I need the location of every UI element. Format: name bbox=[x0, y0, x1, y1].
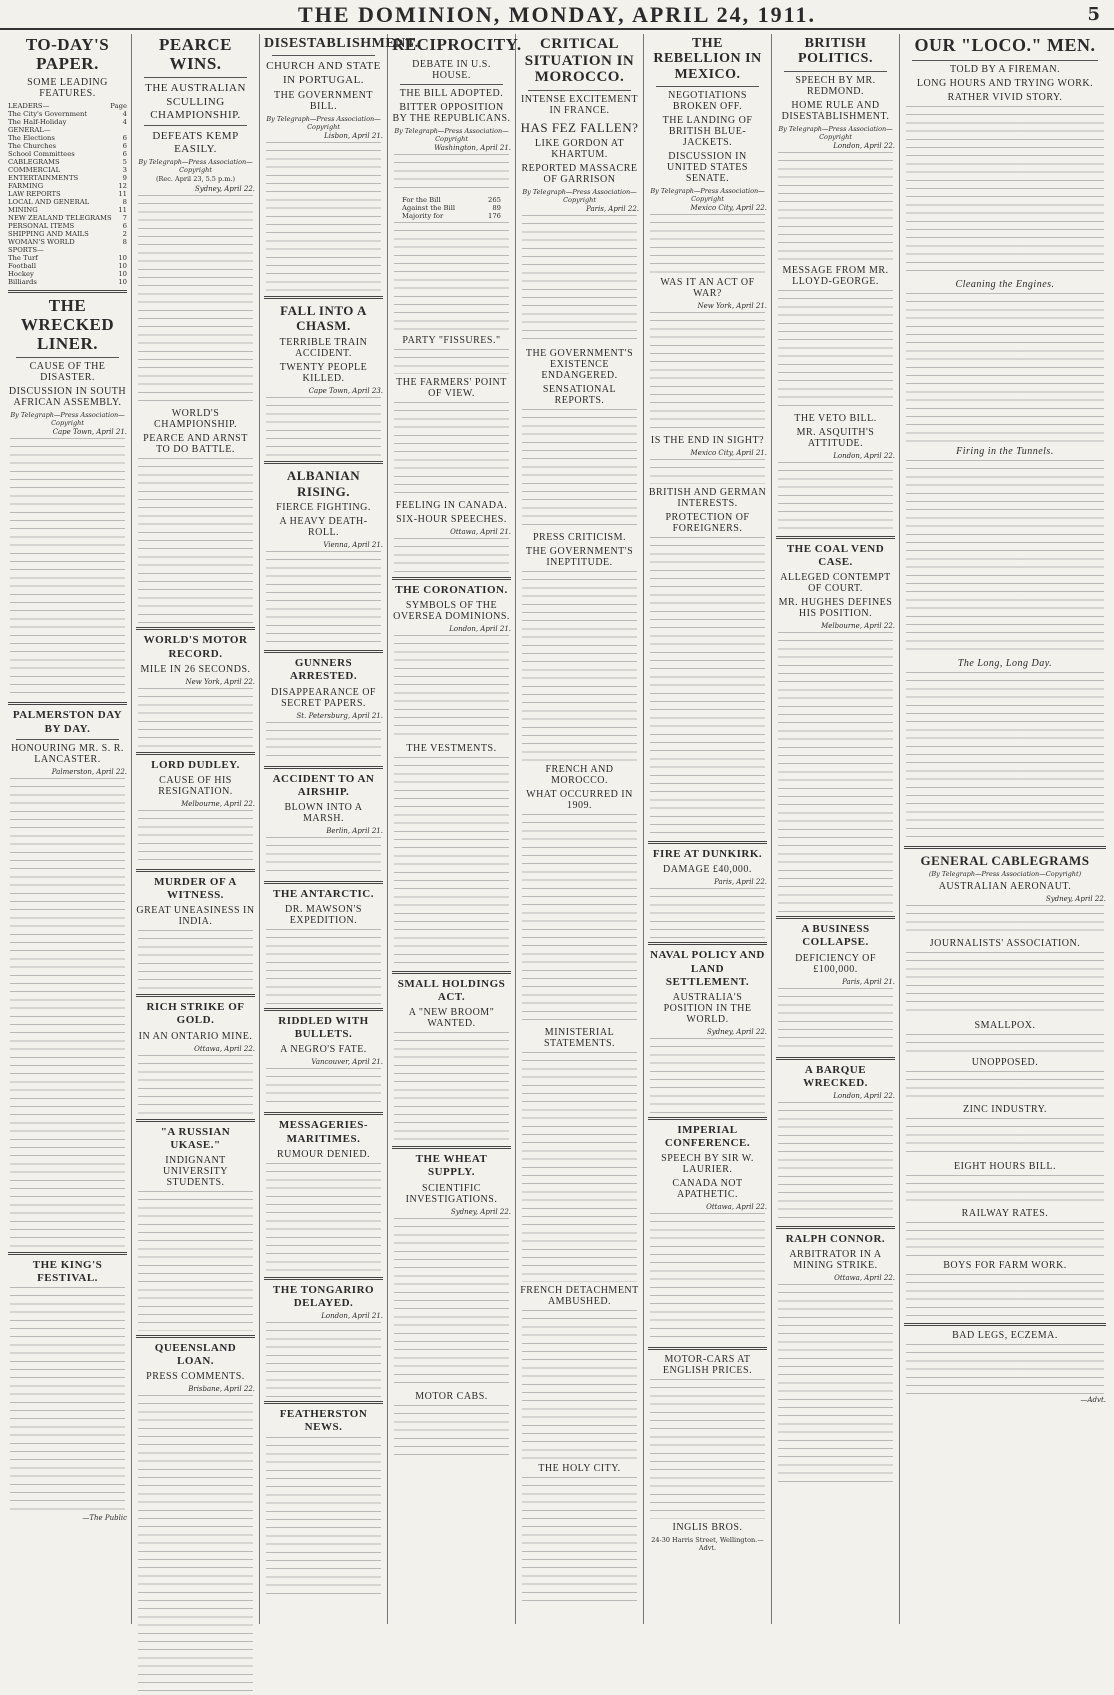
article-body bbox=[906, 106, 1104, 276]
subheading: REPORTED MASSACRE OF GARRISON bbox=[521, 163, 638, 186]
index-item: The Elections 6 bbox=[8, 134, 127, 143]
airship-heading: ACCIDENT TO AN AIRSHIP. bbox=[272, 772, 375, 798]
byline: By Telegraph—Press Association—Copyright bbox=[10, 411, 125, 428]
index-item: SPORTS— bbox=[8, 246, 44, 255]
morocco-heading: CRITICAL SITUATION IN MOROCCO. bbox=[524, 36, 635, 85]
article-body bbox=[394, 538, 509, 573]
dateline: Paris, April 22. bbox=[714, 878, 767, 887]
imperial-conference-heading: IMPERIAL CONFERENCE. bbox=[664, 1123, 751, 1150]
subheading: Cleaning the Engines. bbox=[955, 278, 1055, 290]
subheading: WAS IT AN ACT OF WAR? bbox=[660, 277, 755, 300]
murder-heading: MURDER OF A WITNESS. bbox=[154, 875, 237, 902]
subheading: HOME RULE AND DISESTABLISHMENT. bbox=[781, 99, 890, 122]
column-2 bbox=[132, 34, 260, 1624]
byline: By Telegraph—Press Association—Copyright bbox=[778, 124, 893, 141]
naval-policy-heading: NAVAL POLICY AND LAND SETTLEMENT. bbox=[650, 949, 765, 988]
dateline: St. Petersburg, April 21. bbox=[296, 711, 383, 720]
article-body bbox=[266, 142, 381, 292]
bullets-heading: RIDDLED WITH BULLETS. bbox=[278, 1015, 369, 1041]
article-body bbox=[906, 1175, 1104, 1205]
coronation-heading: THE CORONATION. bbox=[395, 583, 508, 596]
subheading: MESSAGE FROM MR. LLOYD-GEORGE. bbox=[782, 264, 889, 287]
subheading: NEGOTIATIONS BROKEN OFF. bbox=[668, 90, 747, 113]
subheading: PRESS CRITICISM. bbox=[532, 532, 627, 544]
article-body bbox=[138, 1055, 253, 1115]
index-item: NEW ZEALAND TELEGRAMS 7 bbox=[8, 214, 127, 223]
subheading: HAS FEZ FALLEN? bbox=[520, 119, 639, 135]
advert-body bbox=[650, 1379, 765, 1519]
advert-heading: BAD LEGS, ECZEMA. bbox=[952, 1330, 1058, 1342]
article-body bbox=[522, 571, 637, 761]
dateline: Mexico City, April 21. bbox=[690, 449, 767, 458]
article-body bbox=[266, 1163, 381, 1273]
subheading: DEFICIENCY OF £100,000. bbox=[795, 952, 876, 975]
subheading: SCIENTIFIC INVESTIGATIONS. bbox=[405, 1182, 498, 1205]
subheading: THE LANDING OF BRITISH BLUE-JACKETS. bbox=[662, 115, 753, 149]
subheading: TOLD BY A FIREMAN. bbox=[949, 63, 1061, 75]
index-item: LAW REPORTS 11 bbox=[8, 190, 127, 199]
business-collapse-heading: A BUSINESS COLLAPSE. bbox=[801, 923, 870, 949]
wrecked-liner-heading: THE WRECKED LINER. bbox=[20, 296, 115, 353]
article-body bbox=[394, 154, 509, 194]
index-item: Billiards 10 bbox=[8, 278, 127, 287]
column-6 bbox=[644, 34, 772, 1624]
dateline: Washington, April 21. bbox=[434, 143, 511, 152]
article-body bbox=[394, 1405, 509, 1455]
pearce-wins-heading: PEARCE WINS. bbox=[159, 35, 232, 73]
dateline: Cape Town, April 23. bbox=[308, 386, 383, 395]
article-body bbox=[906, 1222, 1104, 1257]
article-body bbox=[522, 215, 637, 345]
dateline: New York, April 21. bbox=[697, 302, 767, 311]
index-item: LEADERS— Page bbox=[8, 102, 127, 111]
subheading: ALLEGED CONTEMPT OF COURT. bbox=[780, 572, 891, 595]
dateline: Ottawa, April 22. bbox=[834, 1274, 895, 1283]
article-body bbox=[906, 293, 1104, 443]
column-5 bbox=[516, 34, 644, 1624]
index-item: Football 10 bbox=[8, 262, 127, 271]
subheading: THE AUSTRALIAN SCULLING CHAMPIONSHIP. bbox=[145, 82, 246, 121]
article-body bbox=[394, 349, 509, 374]
article-body bbox=[522, 1310, 637, 1460]
subheading: THE BILL ADOPTED. bbox=[399, 87, 504, 99]
dateline: London, April 21. bbox=[449, 624, 511, 633]
gunners-heading: GUNNERS ARRESTED. bbox=[289, 657, 358, 683]
wreck-sub2: DISCUSSION IN SOUTH AFRICAN ASSEMBLY. bbox=[8, 386, 127, 409]
article-body bbox=[522, 1052, 637, 1282]
index-item: CABLEGRAMS 5 bbox=[8, 158, 127, 167]
vote-table: For the Bill 265 Against the Bill 89 Majority for 176 bbox=[402, 195, 501, 220]
article-body bbox=[650, 312, 765, 432]
ralph-connor-heading: RALPH CONNOR. bbox=[785, 1232, 886, 1245]
index-item: ENTERTAINMENTS 9 bbox=[8, 174, 127, 183]
article-body bbox=[650, 888, 765, 938]
index-list bbox=[8, 102, 127, 286]
palmerston-sub: HONOURING MR. S. R. LANCASTER. bbox=[11, 742, 124, 765]
article-body bbox=[778, 1102, 893, 1222]
coal-vend-heading: THE COAL VEND CASE. bbox=[786, 542, 885, 568]
article-body bbox=[266, 722, 381, 762]
subheading: RAILWAY RATES. bbox=[961, 1208, 1049, 1220]
subheading: PARTY "FISSURES." bbox=[402, 334, 501, 346]
page-number: 5 bbox=[1087, 4, 1100, 25]
article-body bbox=[778, 1284, 893, 1484]
article-body bbox=[266, 1437, 381, 1597]
article-body bbox=[394, 757, 509, 967]
article-body bbox=[778, 632, 893, 912]
subheading: INTENSE EXCITEMENT IN FRANCE. bbox=[520, 93, 639, 116]
subheading: FIERCE FIGHTING. bbox=[276, 502, 371, 514]
column-8 bbox=[900, 34, 1110, 1624]
subheading: FRENCH AND MOROCCO. bbox=[545, 764, 614, 787]
article-body bbox=[650, 459, 765, 484]
article-body bbox=[906, 1034, 1104, 1054]
article-body bbox=[778, 152, 893, 262]
kings-festival-heading: THE KING'S FESTIVAL. bbox=[32, 1258, 103, 1284]
signature: —The Public bbox=[82, 1514, 127, 1523]
subheading: MR. ASQUITH'S ATTITUDE. bbox=[796, 426, 875, 449]
gold-strike-heading: RICH STRIKE OF GOLD. bbox=[146, 1001, 245, 1027]
article-body bbox=[778, 290, 893, 410]
article-body bbox=[266, 929, 381, 1004]
article-body bbox=[906, 905, 1104, 935]
russian-ukase-heading: "A RUSSIAN UKASE." bbox=[160, 1125, 231, 1151]
subheading: A NEGRO'S FATE. bbox=[280, 1044, 367, 1056]
article-body bbox=[266, 1068, 381, 1108]
index-item: The Churches 6 bbox=[8, 142, 127, 151]
dateline: London, April 21. bbox=[321, 1312, 383, 1321]
subheading: A "NEW BROOM" WANTED. bbox=[408, 1007, 495, 1030]
subheading: GREAT UNEASINESS IN INDIA. bbox=[136, 905, 255, 928]
subheading: THE FARMERS' POINT OF VIEW. bbox=[396, 376, 507, 399]
subheading: THE VETO BILL. bbox=[794, 412, 877, 424]
subheading: THE VESTMENTS. bbox=[406, 742, 497, 754]
subheading: A HEAVY DEATH-ROLL. bbox=[279, 516, 368, 539]
subheading: FEELING IN CANADA. bbox=[395, 499, 508, 511]
byline: (By Telegraph—Press Association—Copyright) bbox=[928, 870, 1082, 879]
subheading: RATHER VIVID STORY. bbox=[947, 91, 1063, 103]
featherston-heading: FEATHERSTON NEWS. bbox=[279, 1408, 368, 1434]
index-item: PERSONAL ITEMS 6 bbox=[8, 222, 127, 231]
dateline: London, April 22. bbox=[833, 451, 895, 460]
subheading: DAMAGE £40,000. bbox=[663, 864, 752, 876]
subheading: THE GOVERNMENT'S EXISTENCE ENDANGERED. bbox=[525, 348, 634, 382]
dateline: Ottawa, April 21. bbox=[450, 527, 511, 536]
article-body bbox=[266, 397, 381, 457]
article-body bbox=[522, 1477, 637, 1607]
article-body bbox=[10, 438, 125, 698]
dunkirk-fire-heading: FIRE AT DUNKIRK. bbox=[652, 848, 763, 861]
article-body bbox=[394, 635, 509, 740]
article-body bbox=[650, 537, 765, 837]
index-item: LOCAL AND GENERAL 8 bbox=[8, 198, 127, 207]
subheading: THE HOLY CITY. bbox=[538, 1463, 621, 1475]
subheading: JOURNALISTS' ASSOCIATION. bbox=[929, 938, 1081, 950]
dateline: Sydney, April 22. bbox=[1045, 895, 1106, 904]
subheading: SPEECH BY MR. REDMOND. bbox=[795, 74, 876, 97]
dateline: Sydney, April 22. bbox=[706, 1027, 767, 1036]
dateline: Brisbane, April 22. bbox=[188, 1385, 255, 1394]
wheat-supply-heading: THE WHEAT SUPPLY. bbox=[415, 1153, 488, 1179]
columns bbox=[4, 34, 1110, 1624]
index-item: WOMAN'S WORLD 8 bbox=[8, 238, 127, 247]
tongariro-heading: THE TONGARIRO DELAYED. bbox=[272, 1283, 375, 1310]
article-body bbox=[906, 1071, 1104, 1101]
subheading: SPEECH BY SIR W. LAURIER. bbox=[661, 1153, 754, 1176]
subheading: EIGHT HOURS BILL. bbox=[954, 1161, 1056, 1173]
british-politics-heading: BRITISH POLITICS. bbox=[798, 36, 873, 67]
subheading: IS THE END IN SIGHT? bbox=[650, 435, 765, 447]
article-body bbox=[138, 688, 253, 748]
todays-paper-heading: TO-DAY'S PAPER. bbox=[25, 35, 110, 73]
barque-wrecked-heading: A BARQUE WRECKED. bbox=[803, 1063, 868, 1089]
subheading: ZINC INDUSTRY. bbox=[962, 1104, 1048, 1116]
byline: By Telegraph—Press Association—Copyright bbox=[138, 158, 253, 175]
received: (Rec. April 23, 5.5 p.m.) bbox=[155, 175, 236, 184]
dateline: Vienna, April 21. bbox=[323, 541, 383, 550]
small-holdings-heading: SMALL HOLDINGS ACT. bbox=[397, 977, 506, 1004]
masthead bbox=[0, 0, 1114, 30]
subheading: UNOPPOSED. bbox=[971, 1057, 1039, 1069]
article-body bbox=[650, 1213, 765, 1343]
subheading: FRENCH DETACHMENT AMBUSHED. bbox=[520, 1285, 639, 1308]
article-body bbox=[10, 778, 125, 1248]
subheading: Firing in the Tunnels. bbox=[956, 445, 1054, 457]
dateline: Sydney, April 22. bbox=[450, 1207, 511, 1216]
dateline: Berlin, April 21. bbox=[326, 826, 383, 835]
dateline: Mexico City, April 22. bbox=[690, 204, 767, 213]
index-item: Hockey 10 bbox=[8, 270, 127, 279]
subheading: RUMOUR DENIED. bbox=[276, 1148, 371, 1160]
article-body bbox=[138, 1191, 253, 1331]
wreck-sub: CAUSE OF THE DISASTER. bbox=[29, 361, 106, 384]
byline: By Telegraph—Press Association—Copyright bbox=[522, 188, 637, 205]
article-body bbox=[138, 195, 253, 405]
advert-address: 24-30 Harris Street, Wellington.—Advt. bbox=[651, 1536, 764, 1553]
disestablishment-heading: DISESTABLISHMENT. bbox=[264, 36, 419, 51]
subheading: TWENTY PEOPLE KILLED. bbox=[279, 361, 368, 384]
subheading: AUSTRALIAN AERONAUT. bbox=[938, 881, 1072, 893]
dateline: Palmerston, April 22. bbox=[51, 767, 127, 776]
dateline: Cape Town, April 21. bbox=[52, 428, 127, 437]
queensland-loan-heading: QUEENSLAND LOAN. bbox=[154, 1342, 237, 1368]
subheading: WHAT OCCURRED IN 1909. bbox=[526, 789, 633, 812]
article-body bbox=[650, 214, 765, 274]
subheading: DISAPPEARANCE OF SECRET PAPERS. bbox=[271, 686, 376, 709]
subheading: PROTECTION OF FOREIGNERS. bbox=[665, 512, 750, 535]
subheading: SMALLPOX. bbox=[974, 1020, 1036, 1032]
index-item: The City's Government 4 bbox=[8, 110, 127, 119]
article-body bbox=[394, 402, 509, 497]
subheading: THE GOVERNMENT BILL. bbox=[274, 89, 373, 112]
subheading: MR. HUGHES DEFINES HIS POSITION. bbox=[778, 597, 893, 620]
dateline: Melbourne, April 22. bbox=[821, 622, 895, 631]
dateline: London, April 22. bbox=[833, 141, 895, 150]
article-body bbox=[394, 1032, 509, 1142]
newspaper-title: THE DOMINION, MONDAY, APRIL 24, 1911. bbox=[298, 2, 816, 27]
reciprocity-heading: RECIPROCITY. bbox=[392, 35, 522, 54]
subheading: LIKE GORDON AT KHARTUM. bbox=[534, 138, 625, 161]
index-item: The Turf 10 bbox=[8, 254, 127, 263]
column-3 bbox=[260, 34, 419, 1624]
advert-heading: MOTOR-CARS AT ENGLISH PRICES. bbox=[662, 1354, 753, 1377]
article-body bbox=[138, 810, 253, 865]
column-1 bbox=[4, 34, 132, 1624]
subheading: PEARCE AND ARNST TO DO BATTLE. bbox=[143, 433, 248, 456]
advert-signature: —Advt. bbox=[1080, 1396, 1106, 1405]
dateline: Paris, April 21. bbox=[842, 977, 895, 986]
subheading: ARBITRATOR IN A MINING STRIKE. bbox=[789, 1249, 882, 1272]
article-body bbox=[138, 1395, 253, 1695]
subheading: DISCUSSION IN UNITED STATES SENATE. bbox=[667, 151, 748, 185]
subheading: BOYS FOR FARM WORK. bbox=[943, 1260, 1067, 1272]
article-body bbox=[138, 458, 253, 623]
subheading: TERRIBLE TRAIN ACCIDENT. bbox=[279, 336, 368, 359]
subheading: PRESS COMMENTS. bbox=[146, 1371, 245, 1383]
article-body bbox=[138, 930, 253, 990]
subheading: The Long, Long Day. bbox=[957, 657, 1053, 669]
subheading: BRITISH AND GERMAN INTERESTS. bbox=[648, 487, 767, 510]
article-body bbox=[10, 1287, 125, 1512]
index-item: GENERAL— bbox=[8, 126, 51, 135]
dateline: Ottawa, April 22. bbox=[706, 1203, 767, 1212]
article-body bbox=[906, 460, 1104, 655]
byline: By Telegraph—Press Association—Copyright bbox=[266, 114, 381, 131]
subheading: CAUSE OF HIS RESIGNATION. bbox=[158, 774, 233, 797]
subheading: AUSTRALIA'S POSITION IN THE WORLD. bbox=[663, 991, 752, 1025]
subheading: IN AN ONTARIO MINE. bbox=[138, 1030, 253, 1042]
article-body bbox=[522, 409, 637, 529]
motor-record-heading: WORLD'S MOTOR RECORD. bbox=[143, 634, 248, 660]
article-body bbox=[266, 1322, 381, 1397]
index-item: COMMERCIAL 3 bbox=[8, 166, 127, 175]
article-body bbox=[906, 1274, 1104, 1319]
subheading: MINISTERIAL STATEMENTS. bbox=[543, 1027, 616, 1050]
dateline: New York, April 22. bbox=[185, 677, 255, 686]
antarctic-heading: THE ANTARCTIC. bbox=[273, 887, 374, 900]
subheading: DR. MAWSON'S EXPEDITION. bbox=[284, 904, 362, 927]
article-body bbox=[650, 1038, 765, 1113]
messageries-heading: MESSAGERIES-MARITIMES. bbox=[278, 1119, 369, 1145]
article-body bbox=[266, 551, 381, 646]
subheading: LONG HOURS AND TRYING WORK. bbox=[916, 77, 1094, 89]
lord-dudley-heading: LORD DUDLEY. bbox=[151, 758, 240, 771]
article-body bbox=[394, 1218, 509, 1388]
byline: By Telegraph—Press Association—Copyright bbox=[394, 126, 509, 143]
subheading: SIX-HOUR SPEECHES. bbox=[396, 513, 507, 525]
article-body bbox=[394, 222, 509, 332]
mexico-heading: THE REBELLION IN MEXICO. bbox=[653, 36, 762, 82]
subheading: SENSATIONAL REPORTS. bbox=[542, 384, 617, 407]
article-body bbox=[778, 462, 893, 532]
index-item: The Half-Holiday 4 bbox=[8, 118, 127, 127]
subheading: DEFEATS KEMP EASILY. bbox=[152, 129, 239, 156]
subheading: BITTER OPPOSITION BY THE REPUBLICANS. bbox=[392, 101, 511, 124]
subheading: SYMBOLS OF THE OVERSEA DOMINIONS. bbox=[393, 599, 510, 622]
article-body bbox=[266, 837, 381, 877]
index-item: School Committees 6 bbox=[8, 150, 127, 159]
subheading: MILE IN 26 SECONDS. bbox=[140, 663, 251, 675]
index-item: SHIPPING AND MAILS 2 bbox=[8, 230, 127, 239]
subheading: DEBATE IN U.S. HOUSE. bbox=[412, 58, 491, 81]
article-body bbox=[906, 952, 1104, 1017]
subheading: WORLD'S CHAMPIONSHIP. bbox=[154, 408, 237, 431]
article-body bbox=[906, 672, 1104, 842]
article-body bbox=[906, 1118, 1104, 1158]
article-body bbox=[778, 988, 893, 1053]
albanian-heading: ALBANIAN RISING. bbox=[286, 467, 361, 499]
loco-men-heading: OUR "LOCO." MEN. bbox=[914, 35, 1096, 55]
advert-body bbox=[906, 1344, 1104, 1394]
todays-paper-sub: SOME LEADING FEATURES. bbox=[27, 77, 108, 100]
palmerston-heading: PALMERSTON DAY BY DAY. bbox=[12, 709, 123, 735]
dateline: Paris, April 22. bbox=[586, 205, 639, 214]
index-item: FARMING 12 bbox=[8, 182, 127, 191]
subheading: CANADA NOT APATHETIC. bbox=[672, 1178, 743, 1201]
subheading: CHURCH AND STATE IN PORTUGAL. bbox=[266, 60, 381, 86]
article-body bbox=[522, 814, 637, 1024]
subheading: THE GOVERNMENT'S INEPTITUDE. bbox=[525, 546, 634, 569]
subheading: BLOWN INTO A MARSH. bbox=[284, 801, 363, 824]
index-item: MINING 11 bbox=[8, 206, 127, 215]
dateline: London, April 22. bbox=[833, 1091, 895, 1100]
byline: By Telegraph—Press Association—Copyright bbox=[650, 187, 765, 204]
dateline: Ottawa, April 22. bbox=[194, 1044, 255, 1053]
general-cablegrams-heading: GENERAL CABLEGRAMS bbox=[920, 852, 1090, 868]
dateline: Sydney, April 22. bbox=[194, 185, 255, 194]
advert-signature: INGLIS BROS. bbox=[672, 1522, 743, 1534]
subheading: MOTOR CABS. bbox=[415, 1390, 488, 1402]
column-4 bbox=[388, 34, 522, 1624]
dateline: Vancouver, April 21. bbox=[311, 1058, 383, 1067]
chasm-heading: FALL INTO A CHASM. bbox=[280, 302, 367, 334]
dateline: Melbourne, April 22. bbox=[181, 799, 255, 808]
dateline: Lisbon, April 21. bbox=[324, 131, 383, 140]
column-7 bbox=[772, 34, 900, 1624]
subheading: INDIGNANT UNIVERSITY STUDENTS. bbox=[163, 1155, 228, 1188]
